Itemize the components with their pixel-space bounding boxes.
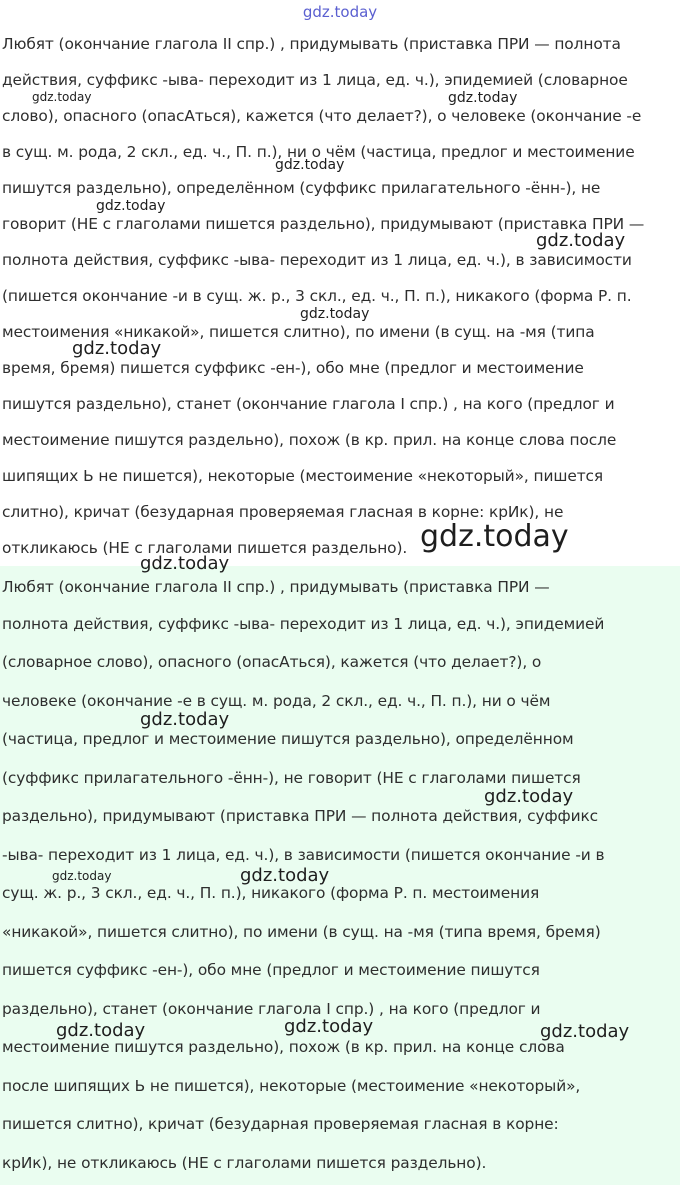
text-line: местоимения «никакой», пишется слитно), по имени (в сущ. на -мя (типа	[2, 323, 595, 341]
text-line: (суффикс прилагательного -ённ-), не говорит (НЕ с глаголами пишется	[2, 768, 581, 787]
watermark: gdz.today	[72, 338, 162, 359]
text-line: пишутся раздельно), станет (окончание глагола I спр.) , на кого (предлог и	[2, 395, 615, 413]
watermark: gdz.today	[56, 1020, 146, 1041]
text-line: действия, суффикс -ыва- переходит из 1 лица, ед. ч.), эпидемией (словарное	[2, 71, 628, 89]
text-line: местоимение пишутся раздельно), похож (в кр. прил. на конце слова после	[2, 431, 617, 449]
text-line: пишется слитно), кричат (безударная проверяемая гласная в корне:	[2, 1115, 559, 1133]
text-line: шипящих Ь не пишется), некоторые (местоимение «некоторый», пишется	[2, 467, 604, 485]
text-line: (словарное слово), опасного (опасАться), кажется (что делает?), о	[2, 653, 542, 671]
text-line: говорит (НЕ с глаголами пишется раздельно), придумывают (приставка ПРИ —	[2, 215, 645, 233]
text-line: Любят (окончание глагола II спр.) , придумывать (приставка ПРИ —	[2, 578, 550, 596]
text-line: Любят (окончание глагола II спр.) , придумывать (приставка ПРИ — полнота	[2, 35, 621, 53]
header-watermark: gdz.today	[302, 3, 378, 21]
text-line: сущ. ж. р., 3 скл., ед. ч., П. п.), никакого (форма Р. п. местоимения	[2, 884, 540, 902]
text-line: слитно), кричат (безударная проверяемая гласная в корне: крИк), не	[2, 503, 564, 521]
watermark: gdz.today	[32, 90, 92, 104]
text-line: слово), опасного (опасАться), кажется (что делает?), о человеке (окончание -е	[2, 107, 642, 125]
text-line: -ыва- переходит из 1 лица, ед. ч.), в зависимости (пишется окончание -и в	[2, 845, 605, 864]
watermark: gdz.today	[96, 198, 166, 214]
watermark: gdz.today	[420, 519, 569, 554]
text-line: пишутся раздельно), определённом (суффикс прилагательного -ённ-), не	[2, 179, 601, 197]
watermark: gdz.today	[275, 157, 345, 173]
text-line: после шипящих Ь не пишется), некоторые (местоимение «некоторый»,	[2, 1076, 581, 1095]
text-line: пишется суффикс -ен-), обо мне (предлог и местоимение пишутся	[2, 961, 540, 979]
text-line: крИк), не откликаюсь (НЕ с глаголами пишется раздельно).	[2, 1153, 487, 1172]
watermark: gdz.today	[284, 1016, 374, 1037]
text-line: в сущ. м. рода, 2 скл., ед. ч., П. п.), ни о чём (частица, предлог и местоимение	[2, 143, 635, 161]
watermark: gdz.today	[240, 865, 330, 886]
watermark: gdz.today	[140, 709, 230, 730]
watermark: gdz.today	[300, 306, 370, 322]
text-line: раздельно), станет (окончание глагола I спр.) , на кого (предлог и	[2, 999, 541, 1018]
watermark: gdz.today	[140, 553, 230, 574]
text-line: «никакой», пишется слитно), по имени (в сущ. на -мя (типа время, бремя)	[2, 922, 601, 941]
text-line: полнота действия, суффикс -ыва- переходит из 1 лица, ед. ч.), эпидемией	[2, 614, 605, 633]
watermark: gdz.today	[536, 230, 626, 251]
text-line: раздельно), придумывают (приставка ПРИ — полнота действия, суффикс	[2, 807, 599, 825]
text-line: время, бремя) пишется суффикс -ен-), обо мне (предлог и местоимение	[2, 359, 584, 377]
text-line: откликаюсь (НЕ с глаголами пишется раздельно).	[2, 539, 408, 557]
answer-text-block-2	[0, 566, 680, 1185]
watermark: gdz.today	[540, 1021, 630, 1042]
watermark: gdz.today	[52, 869, 112, 883]
text-line: местоимение пишутся раздельно), похож (в кр. прил. на конце слова	[2, 1038, 565, 1056]
answer-text-block-1	[0, 26, 680, 566]
text-line: (пишется окончание -и в сущ. ж. р., 3 скл., ед. ч., П. п.), никакого (форма Р. п.	[2, 287, 632, 305]
text-line: (частица, предлог и местоимение пишутся раздельно), определённом	[2, 730, 574, 748]
text-line: полнота действия, суффикс -ыва- переходит из 1 лица, ед. ч.), в зависимости	[2, 251, 632, 269]
text-line: человеке (окончание -е в сущ. м. рода, 2 скл., ед. ч., П. п.), ни о чём	[2, 691, 551, 710]
watermark: gdz.today	[484, 786, 574, 807]
watermark: gdz.today	[448, 90, 518, 106]
